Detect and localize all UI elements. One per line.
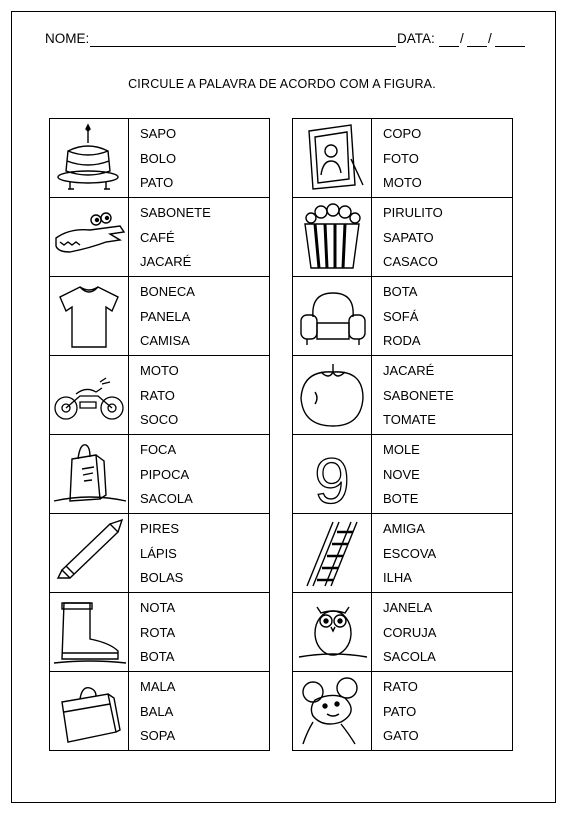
picture-cell [293, 514, 372, 593]
word-option[interactable]: SAPATO [383, 229, 434, 245]
tomato-icon [293, 356, 371, 434]
word-option[interactable]: ESCOVA [383, 545, 437, 561]
word-option[interactable]: JACARÉ [140, 254, 192, 269]
word-options [129, 198, 270, 277]
picture-cell [293, 356, 372, 435]
word-option[interactable]: CAMISA [140, 333, 190, 348]
word-option[interactable]: ROTA [140, 624, 176, 640]
table-row [50, 277, 270, 356]
word-option[interactable]: PATO [383, 703, 417, 719]
word-option[interactable]: BOTE [383, 491, 419, 506]
date-year-line[interactable] [495, 46, 525, 47]
bag-icon [50, 435, 128, 513]
table-row [293, 277, 513, 356]
word-option[interactable]: SAPO [140, 126, 177, 141]
sofa-icon [293, 277, 371, 355]
right-word-table [292, 118, 513, 751]
table-row [293, 435, 513, 514]
word-options [372, 514, 513, 593]
picture-cell [50, 514, 129, 593]
word-option[interactable]: PIRULITO [383, 205, 443, 220]
table-row [293, 514, 513, 593]
picture-cell [293, 119, 372, 198]
word-options [129, 672, 270, 751]
picture-cell [293, 593, 372, 672]
word-options [129, 514, 270, 593]
word-option[interactable]: NOTA [140, 600, 176, 615]
table-row [293, 119, 513, 198]
word-option[interactable]: GATO [383, 728, 419, 743]
word-option[interactable]: JACARÉ [383, 363, 435, 378]
table-row [50, 198, 270, 277]
pencil-icon [50, 514, 128, 592]
table-row [293, 672, 513, 751]
word-option[interactable]: SOCO [140, 412, 179, 427]
table-row [50, 119, 270, 198]
word-option[interactable]: SACOLA [140, 491, 193, 506]
left-word-table [49, 118, 270, 751]
photo-frame-icon [293, 119, 371, 197]
word-option[interactable]: SOPA [140, 728, 176, 743]
picture-cell [50, 119, 129, 198]
word-option[interactable]: SABONETE [140, 205, 211, 220]
word-option[interactable]: CASACO [383, 254, 438, 269]
instruction-text: CIRCULE A PALAVRA DE ACORDO COM A FIGURA. [128, 77, 436, 91]
word-options [372, 593, 513, 672]
word-option[interactable]: BOTA [383, 284, 418, 299]
word-option[interactable]: BALA [140, 703, 174, 719]
alligator-icon [50, 198, 128, 276]
table-row [50, 593, 270, 672]
word-option[interactable]: PIRES [140, 521, 180, 536]
word-option[interactable]: COPO [383, 126, 422, 141]
picture-cell [50, 435, 129, 514]
date-separator: / [460, 31, 464, 46]
picture-cell [50, 672, 129, 751]
table-row [50, 672, 270, 751]
word-options [129, 356, 270, 435]
picture-cell [50, 356, 129, 435]
picture-cell [293, 672, 372, 751]
boot-icon [50, 593, 128, 671]
date-separator: / [488, 31, 492, 46]
picture-cell [50, 277, 129, 356]
word-option[interactable]: FOTO [383, 150, 419, 166]
nine-outline: 9 [314, 445, 350, 513]
word-option[interactable]: MOTO [140, 363, 179, 378]
word-options [372, 672, 513, 751]
picture-cell [293, 435, 372, 514]
word-options [372, 277, 513, 356]
word-option[interactable]: RATO [140, 387, 175, 403]
table-row [50, 435, 270, 514]
word-option[interactable]: RATO [383, 679, 418, 694]
mouse-icon [293, 672, 371, 750]
word-options [129, 593, 270, 672]
word-option[interactable]: JANELA [383, 600, 433, 615]
date-day-line[interactable] [439, 46, 459, 47]
word-option[interactable]: CAFÉ [140, 229, 175, 245]
word-option[interactable]: SOFÁ [383, 308, 419, 324]
word-option[interactable]: TOMATE [383, 412, 436, 427]
table-row [293, 356, 513, 435]
word-options [372, 119, 513, 198]
table-row [50, 356, 270, 435]
word-option[interactable]: PATO [140, 175, 174, 190]
suitcase-icon [50, 672, 128, 750]
word-option[interactable]: MALA [140, 679, 176, 694]
word-option[interactable]: BOLAS [140, 570, 184, 585]
word-option[interactable]: SACOLA [383, 649, 436, 664]
table-row [293, 593, 513, 672]
table-row [293, 198, 513, 277]
name-label: NOME: [45, 31, 90, 46]
date-label: DATA: [397, 31, 435, 46]
number-nine-icon [293, 435, 371, 513]
word-option[interactable]: SABONETE [383, 387, 454, 403]
ladder-icon [293, 514, 371, 592]
word-option[interactable]: ILHA [383, 570, 412, 585]
word-options [372, 198, 513, 277]
owl-icon [293, 593, 371, 671]
word-options [129, 435, 270, 514]
word-options [372, 435, 513, 514]
shirt-icon [50, 277, 128, 355]
word-options [129, 119, 270, 198]
word-option[interactable]: FOCA [140, 442, 177, 457]
word-option[interactable]: LÁPIS [140, 545, 177, 561]
word-option[interactable]: MOLE [383, 442, 420, 457]
word-option[interactable]: NOVE [383, 466, 420, 482]
cake-icon [50, 119, 128, 197]
picture-cell [293, 198, 372, 277]
worksheet-header [45, 31, 525, 49]
picture-cell [50, 198, 129, 277]
word-option[interactable]: MOTO [383, 175, 422, 190]
table-row [50, 514, 270, 593]
name-line[interactable] [90, 46, 396, 47]
word-option[interactable]: PIPOCA [140, 466, 190, 482]
word-options [129, 277, 270, 356]
picture-cell [50, 593, 129, 672]
word-option[interactable]: BONECA [140, 284, 195, 299]
word-option[interactable]: PANELA [140, 308, 191, 324]
word-option[interactable]: BOLO [140, 150, 177, 166]
picture-cell [293, 277, 372, 356]
motorcycle-icon [50, 356, 128, 434]
word-options [372, 356, 513, 435]
word-option[interactable]: CORUJA [383, 624, 437, 640]
date-month-line[interactable] [467, 46, 487, 47]
word-option[interactable]: AMIGA [383, 521, 425, 536]
word-option[interactable]: BOTA [140, 649, 175, 664]
popcorn-icon [293, 198, 371, 276]
word-option[interactable]: RODA [383, 333, 421, 348]
